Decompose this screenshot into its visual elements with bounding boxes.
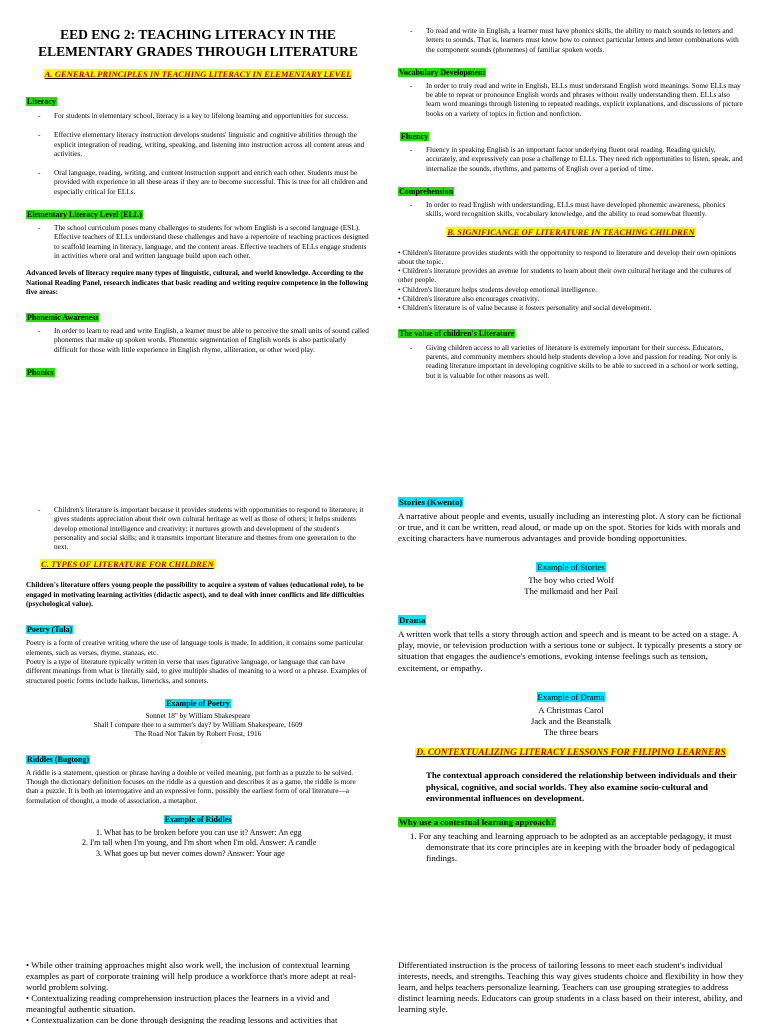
- section-c-text: C. TYPES OF LITERATURE FOR CHILDREN: [41, 559, 214, 570]
- poetry-heading: Poetry (Tula): [27, 625, 73, 635]
- section-a-heading: [26, 69, 370, 79]
- list-item: • Children's literature also encourages creativity.: [398, 294, 540, 304]
- riddles-section: [26, 749, 370, 860]
- stories-example-heading: Example of Stories: [537, 561, 605, 572]
- value-section: [398, 323, 744, 380]
- literacy-heading: Literacy: [27, 97, 56, 106]
- drama-section: [398, 610, 744, 738]
- title-line-1: EED ENG 2: TEACHING LITERACY IN THE: [60, 27, 336, 42]
- list-item: • Contextualizing reading comprehension instruction places the learners in a vivid and meaningful authentic situation.: [26, 993, 330, 1014]
- list-item: - Giving children access to all varieties of literature is extremely important for their success. Educators, parents, and community members should help students develop a love and passion for reading. Not only is reading literature important in developing cognitive skills to be able to succeed in a school or work setting, but it is valuable for other reasons as well.: [398, 343, 744, 380]
- ell-list: [26, 223, 370, 260]
- list-item: 3. What goes up but never comes down? Answer: Your age: [96, 848, 285, 858]
- poetry-example-heading: Example of Poetry: [166, 698, 230, 708]
- contextual-intro: The contextual approach considered the relationship between individuals and their physical, cognitive, and social worlds. They also examine socio-cultural and environmental influences on development.: [426, 770, 737, 803]
- list-item: - In order to learn to read and write English, a learner must be able to perceive the small units of sound called phonemes that make up spoken words. Phonemic segmentation of English words is also particularly difficult for those with little experience in English rhyme, alliteration, or other word play.: [26, 326, 370, 354]
- phonemic-heading: Phonemic Awareness: [27, 313, 99, 323]
- list-item: The three bears: [543, 727, 599, 738]
- poetry-example-heading-wrap: [26, 693, 370, 711]
- document-title: [26, 26, 370, 60]
- list-item: 1. For any teaching and learning approach to be adopted as an acceptable pedagogy, it must demonstrate that its core principles are in keeping with the broader body of pedagogical findings.: [410, 831, 736, 864]
- page3-left-column: [26, 960, 370, 1024]
- phonemic-list: [26, 326, 370, 354]
- list-item: The Road Not Taken by Robert Frost, 1916: [134, 729, 262, 739]
- list-item: Shall I compare thee to a summer's day? by William Shakespeare, 1609: [93, 720, 303, 730]
- poetry-paragraph-1: Poetry is a form of creative writing where the use of language tools is made. In addition, it contains some particular elements, such as verses, rhyme, stanzas, etc.: [26, 638, 364, 657]
- stories-section: [398, 492, 744, 597]
- list-item: A Christmas Carol: [538, 704, 604, 715]
- section-c-heading: [26, 559, 370, 569]
- section-d-text: D. CONTEXTUALIZING LITERACY LESSONS FOR FILIPINO LEARNERS: [416, 748, 726, 759]
- list-item: • While other training approaches might also work well, the inclusion of contextual learning examples as part of corporate training will help produce a workforce that's more adept at real-world problem solving.: [26, 960, 357, 992]
- drama-example-heading: Example of Drama: [537, 691, 605, 702]
- phonics-heading-wrap: [26, 362, 370, 380]
- vocab-list: [398, 81, 744, 118]
- riddles-list: [26, 828, 370, 860]
- poetry-section: [26, 619, 370, 738]
- why-section: [398, 812, 744, 865]
- differentiated-instruction-paragraph: Differentiated instruction is the process of tailoring lessons to meet each student's individual interests, needs, and strengths. Teaching this way gives students choice and flexibility in how they learn, and helps teachers personalize learning. Teachers can use grouping strategies to address distinct learning needs. Educators can group students in a class based on their interest, ability, and learning style.: [398, 960, 744, 1014]
- stories-example-heading-wrap: [398, 557, 744, 575]
- types-intro: Children's literature offers young people the possibility to acquire a system of values (educational role), to be engaged in motivating learning activities (didactic aspect), and to deal with inner conflicts and life difficulties (psychological value).: [26, 580, 365, 609]
- list-item: - In order to truly read and write in English, ELLs must understand English word meanings. Some ELLs may be able to repeat or pronounce English words and phrases without really understanding them. ELLs also learn word meanings through listening to repeated readings, explicit explanations, and discussions of picture books on a variety of topics in fiction and nonfiction.: [398, 81, 744, 118]
- page1-left-column: [26, 26, 370, 380]
- fluency-heading: Fluency: [401, 132, 429, 142]
- list-item: • Children's literature provides students with the opportunity to respond to literature and develop their own opinions about the topic.: [398, 247, 737, 266]
- literacy-section: [26, 91, 370, 196]
- list-item: - Children's literature is important because it provides students with opportunities to respond to literature; it gives students appreciation about their own cultural heritage as well as those of others; it helps students develop emotional intelligence and creativity; it nurtures growth and development of the student's personality and social skills; and it transmits important literature and themes from one generation to the next.: [26, 505, 370, 551]
- value-heading: The value of children's Literature: [399, 328, 515, 338]
- comprehension-heading: Comprehension: [399, 186, 454, 196]
- riddles-heading: Riddles (Bugtong): [27, 754, 90, 764]
- list-item: • Children's literature is of value because it fosters personality and social development.: [398, 303, 652, 313]
- list-item: • Contextualization can be done through designing the reading lessons and activities that: [26, 1015, 338, 1024]
- list-item: 2. I'm tall when I'm young, and I'm short when I'm old. Answer: A candle: [82, 838, 317, 848]
- title-line-2: ELEMENTARY GRADES THROUGH LITERATURE: [38, 44, 358, 59]
- section-d-heading: [398, 748, 744, 758]
- list-item: - Effective elementary literacy instruction develops students' linguistic and cognitive abilities through the explicit integration of reading, writing, speaking, and listening into instruction across all content areas and activities.: [26, 130, 370, 158]
- page3-right-column: [398, 960, 744, 1015]
- poetry-paragraph-2: Poetry is a type of literature typically written in verse that uses figurative language, or language that can have different meanings from what is literally said, to give multiple shades of meaning to a word or a phrase. Examples of structured poetic forms include haikus, limericks, and sonnets.: [26, 656, 368, 685]
- list-item: - For students in elementary school, literacy is a key to lifelong learning and opportunities for success.: [26, 111, 370, 120]
- list-item: 1. What has to be broken before you can use it? Answer: An egg: [96, 827, 302, 837]
- list-item: • Children's literature helps students develop emotional intelligence.: [398, 284, 597, 294]
- advanced-paragraph: Advanced levels of literacy require many types of linguistic, cultural, and world knowledge. According to the National Reading Panel, research indicates that basic reading and writing require competence in the following five areas:: [26, 268, 369, 296]
- riddles-paragraph: A riddle is a statement, question or phrase having a double or veiled meaning, put forth as a puzzle to be solved. Though the dictionary definition focuses on the riddle as a question and describes it as a game, the riddle is more than a puzzle. It is both an interrogative and an expressive form, possibly the earliest form of oral literature—a formulation of thought, a mode of association, a metaphor.: [26, 767, 356, 805]
- phonics-heading: Phonics: [27, 368, 54, 378]
- riddles-example-heading-wrap: [26, 809, 370, 827]
- why-heading: Why use a contextual learning approach?: [399, 817, 555, 828]
- phonics-list: [398, 26, 744, 54]
- list-item: - In order to read English with understanding, ELLs must have developed phonemic awareness, phonics skills, word recognition skills, vocabulary knowledge, and the ability to read somewhat fluently.: [398, 200, 744, 219]
- section-b-heading: [398, 227, 744, 237]
- comprehension-list: [398, 200, 744, 219]
- list-item: The boy who cried Wolf: [528, 574, 614, 585]
- value-list: [398, 343, 744, 380]
- drama-heading: Drama: [399, 615, 426, 626]
- list-item: - Fluency in speaking English is an important factor underlying fluent oral reading. Reading quickly, accurately, and expressively can pose a challenge to ELLs. They need rich opportunities to listen, speak, and internalize the sounds, rhythms, and patterns of English over a period of time.: [398, 145, 744, 173]
- page2-left-column: [26, 505, 370, 859]
- drama-example-heading-wrap: [398, 687, 744, 705]
- literacy-list: [26, 111, 370, 196]
- riddles-example-heading: Example of Riddles: [164, 814, 232, 824]
- ell-heading: Elementary Literacy Level (ELL): [27, 210, 142, 220]
- fluency-list: [398, 145, 744, 173]
- list-item: Sonnet 18" by William Shakespeare: [145, 710, 251, 720]
- page2-right-column: [398, 492, 744, 865]
- comprehension-section: [398, 181, 744, 219]
- vocab-heading: Vocabulary Development: [399, 67, 486, 77]
- importance-list: [26, 505, 370, 551]
- list-item: The milkmaid and her Pail: [524, 585, 618, 596]
- list-item: Jack and the Beanstalk: [530, 716, 612, 727]
- why-list: [398, 831, 744, 865]
- list-item: - The school curriculum poses many challenges to students for whom English is a second language (ESL). Effective teachers of ELLs understand these challenges and have a repertoire of teaching practices designed to scaffold learning in literacy, language, and the content areas. Effective teachers of ELLs engage students in activities where oral and written language build upon each other.: [26, 223, 370, 260]
- ell-section: [26, 204, 370, 260]
- list-item: • Children's literature provides an avenue for students to learn about their own cultural heritage and the cultures of other people.: [398, 266, 732, 285]
- list-item: - To read and write in English, a learner must have phonics skills, the ability to match sounds to letters and letters to sounds. That is, learners must know how to connect particular letters and letter combinations with the component sounds (phonemes) of familiar spoken words.: [398, 26, 744, 54]
- section-b-text: B. SIGNIFICANCE OF LITERATURE IN TEACHING CHILDREN: [447, 226, 695, 237]
- stories-heading: Stories (Kwento): [399, 497, 463, 507]
- phonemic-section: [26, 307, 370, 354]
- vocab-section: [398, 62, 744, 118]
- fluency-section: [398, 126, 744, 173]
- list-item: - Oral language, reading, writing, and content instruction support and enrich each other. Students must be provided with experience in all these areas if they are to become successful. This is true for all children and especially critical for ELLs.: [26, 168, 370, 196]
- stories-paragraph: A narrative about people and events, usually including an interesting plot. A story can be fictional or true, and it can be written, read aloud, or made up on the spot. Stories for kids with morals and exciting characters have numerous advantages and provide bonding opportunities.: [398, 511, 742, 544]
- section-a-text: A. GENERAL PRINCIPLES IN TEACHING LITERACY IN ELEMENTARY LEVEL: [44, 69, 352, 79]
- significance-list: [398, 248, 744, 313]
- page1-right-column: [398, 26, 744, 388]
- drama-paragraph: A written work that tells a story through action and speech and is meant to be acted on a stage. A play, movie, or television production with a serious tone or subject. It typically presents a story or situation that engages the audience's emotions, evoking intense feelings such as tension, excitement, or empathy.: [398, 629, 742, 673]
